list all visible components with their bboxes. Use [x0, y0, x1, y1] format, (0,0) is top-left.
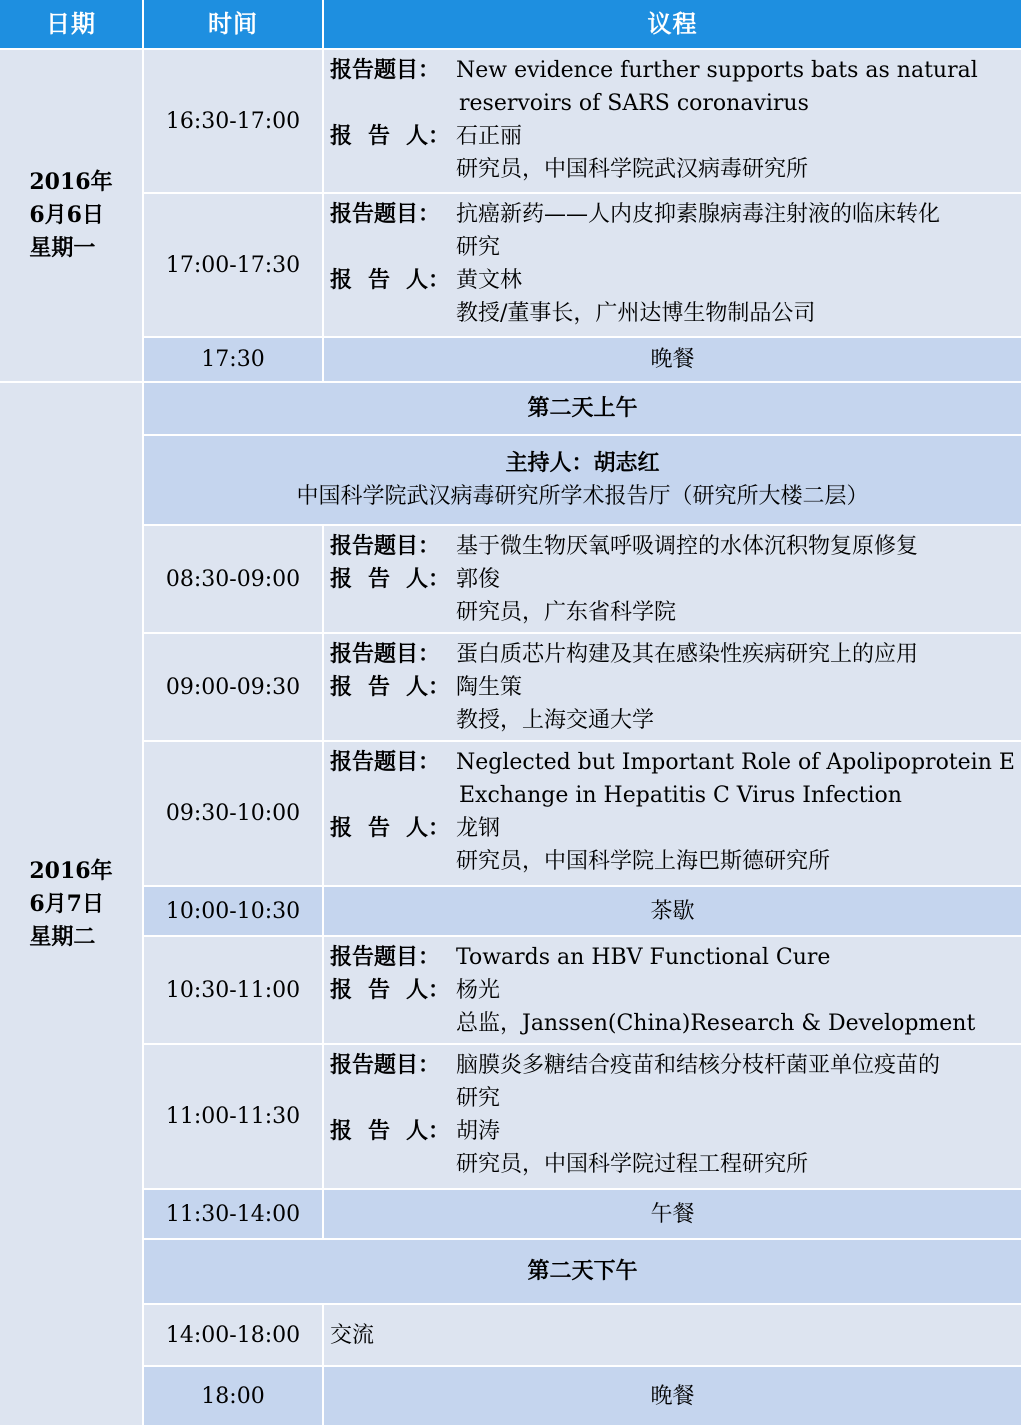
time-cell: 17:30	[144, 338, 324, 383]
time-cell: 10:30-11:00	[144, 937, 324, 1045]
talk-cell	[324, 50, 1023, 194]
speaker-name: 黄文林	[456, 268, 523, 293]
tea-break-cell: 茶歇	[324, 887, 1023, 937]
talk-title-cont: 研究	[456, 235, 501, 260]
speaker-affiliation: 总监，Janssen(China)Research & Development	[456, 1011, 976, 1036]
topic-label: 报告题目：	[330, 1052, 441, 1078]
afternoon-section-title: 第二天下午	[144, 1240, 1023, 1305]
speaker-label: 报 告 人：	[330, 674, 451, 700]
talk-cell	[324, 194, 1023, 338]
dinner-cell: 晚餐	[324, 1367, 1023, 1427]
header-time: 时间	[144, 0, 324, 50]
exchange-cell: 交流	[324, 1305, 1023, 1367]
talk-title-cont: Exchange in Hepatitis C Virus Infection	[459, 783, 902, 808]
lunch-cell: 午餐	[324, 1190, 1023, 1240]
host-cell	[144, 436, 1023, 526]
talk-title-cont: 研究	[456, 1086, 501, 1111]
talk-title: 脑膜炎多糖结合疫苗和结核分枝杆菌亚单位疫苗的	[456, 1053, 941, 1078]
time-cell: 11:00-11:30	[144, 1045, 324, 1190]
day1-weekday: 星期一	[29, 235, 96, 261]
speaker-label: 报 告 人：	[330, 815, 451, 841]
time-cell: 11:30-14:00	[144, 1190, 324, 1240]
host-label: 主持人：	[505, 450, 594, 476]
speaker-label: 报 告 人：	[330, 566, 451, 592]
header-agenda: 议程	[324, 0, 1023, 50]
speaker-name: 胡涛	[456, 1119, 501, 1144]
day1-year: 2016年	[29, 169, 113, 195]
dinner-cell: 晚餐	[324, 338, 1023, 383]
speaker-affiliation: 研究员，中国科学院上海巴斯德研究所	[456, 849, 831, 874]
time-cell: 10:00-10:30	[144, 887, 324, 937]
speaker-label: 报 告 人：	[330, 1118, 451, 1144]
talk-cell	[324, 742, 1023, 887]
talk-cell	[324, 634, 1023, 742]
time-cell: 14:00-18:00	[144, 1305, 324, 1367]
topic-label: 报告题目：	[330, 944, 441, 970]
speaker-name: 郭俊	[456, 567, 501, 592]
time-cell: 09:00-09:30	[144, 634, 324, 742]
speaker-affiliation: 研究员，中国科学院过程工程研究所	[456, 1152, 809, 1177]
talk-title: New evidence further supports bats as natural	[456, 58, 978, 83]
topic-label: 报告题目：	[330, 201, 441, 227]
talk-title: Towards an HBV Functional Cure	[456, 945, 831, 970]
host-name: 胡志红	[593, 450, 660, 476]
talk-title: 蛋白质芯片构建及其在感染性疾病研究上的应用	[456, 642, 919, 667]
speaker-affiliation: 研究员，中国科学院武汉病毒研究所	[456, 157, 809, 182]
topic-label: 报告题目：	[330, 749, 441, 775]
speaker-name: 龙钢	[456, 816, 501, 841]
talk-cell	[324, 1045, 1023, 1190]
speaker-name: 陶生策	[456, 675, 523, 700]
time-cell: 18:00	[144, 1367, 324, 1427]
morning-section-title: 第二天上午	[144, 383, 1023, 436]
day1-date-cell	[0, 50, 144, 383]
time-cell: 16:30-17:00	[144, 50, 324, 194]
talk-cell	[324, 526, 1023, 634]
speaker-label: 报 告 人：	[330, 123, 451, 149]
time-cell: 08:30-09:00	[144, 526, 324, 634]
day1-day: 6月6日	[29, 202, 104, 228]
day2-day: 6月7日	[29, 890, 104, 917]
speaker-affiliation: 教授，上海交通大学	[456, 708, 655, 733]
talk-title-cont: reservoirs of SARS coronavirus	[459, 91, 809, 116]
talk-title: Neglected but Important Role of Apolipoprotein E	[456, 750, 1015, 775]
speaker-label: 报 告 人：	[330, 977, 451, 1003]
speaker-name: 石正丽	[456, 124, 523, 149]
topic-label: 报告题目：	[330, 533, 441, 559]
venue: 中国科学院武汉病毒研究所学术报告厅（研究所大楼二层）	[296, 484, 869, 509]
talk-title: 抗癌新药——人内皮抑素腺病毒注射液的临床转化	[456, 202, 941, 227]
day2-date-cell	[0, 383, 144, 1427]
speaker-affiliation: 教授/董事长，广州达博生物制品公司	[456, 301, 816, 326]
topic-label: 报告题目：	[330, 57, 441, 83]
talk-title: 基于微生物厌氧呼吸调控的水体沉积物复原修复	[456, 534, 919, 559]
time-cell: 09:30-10:00	[144, 742, 324, 887]
speaker-name: 杨光	[456, 978, 501, 1003]
header-date: 日期	[0, 0, 144, 50]
topic-label: 报告题目：	[330, 641, 441, 667]
speaker-affiliation: 研究员，广东省科学院	[456, 600, 677, 625]
talk-cell	[324, 937, 1023, 1045]
day2-weekday: 星期二	[29, 923, 96, 950]
day2-year: 2016年	[29, 857, 113, 884]
time-cell: 17:00-17:30	[144, 194, 324, 338]
speaker-label: 报 告 人：	[330, 267, 451, 293]
